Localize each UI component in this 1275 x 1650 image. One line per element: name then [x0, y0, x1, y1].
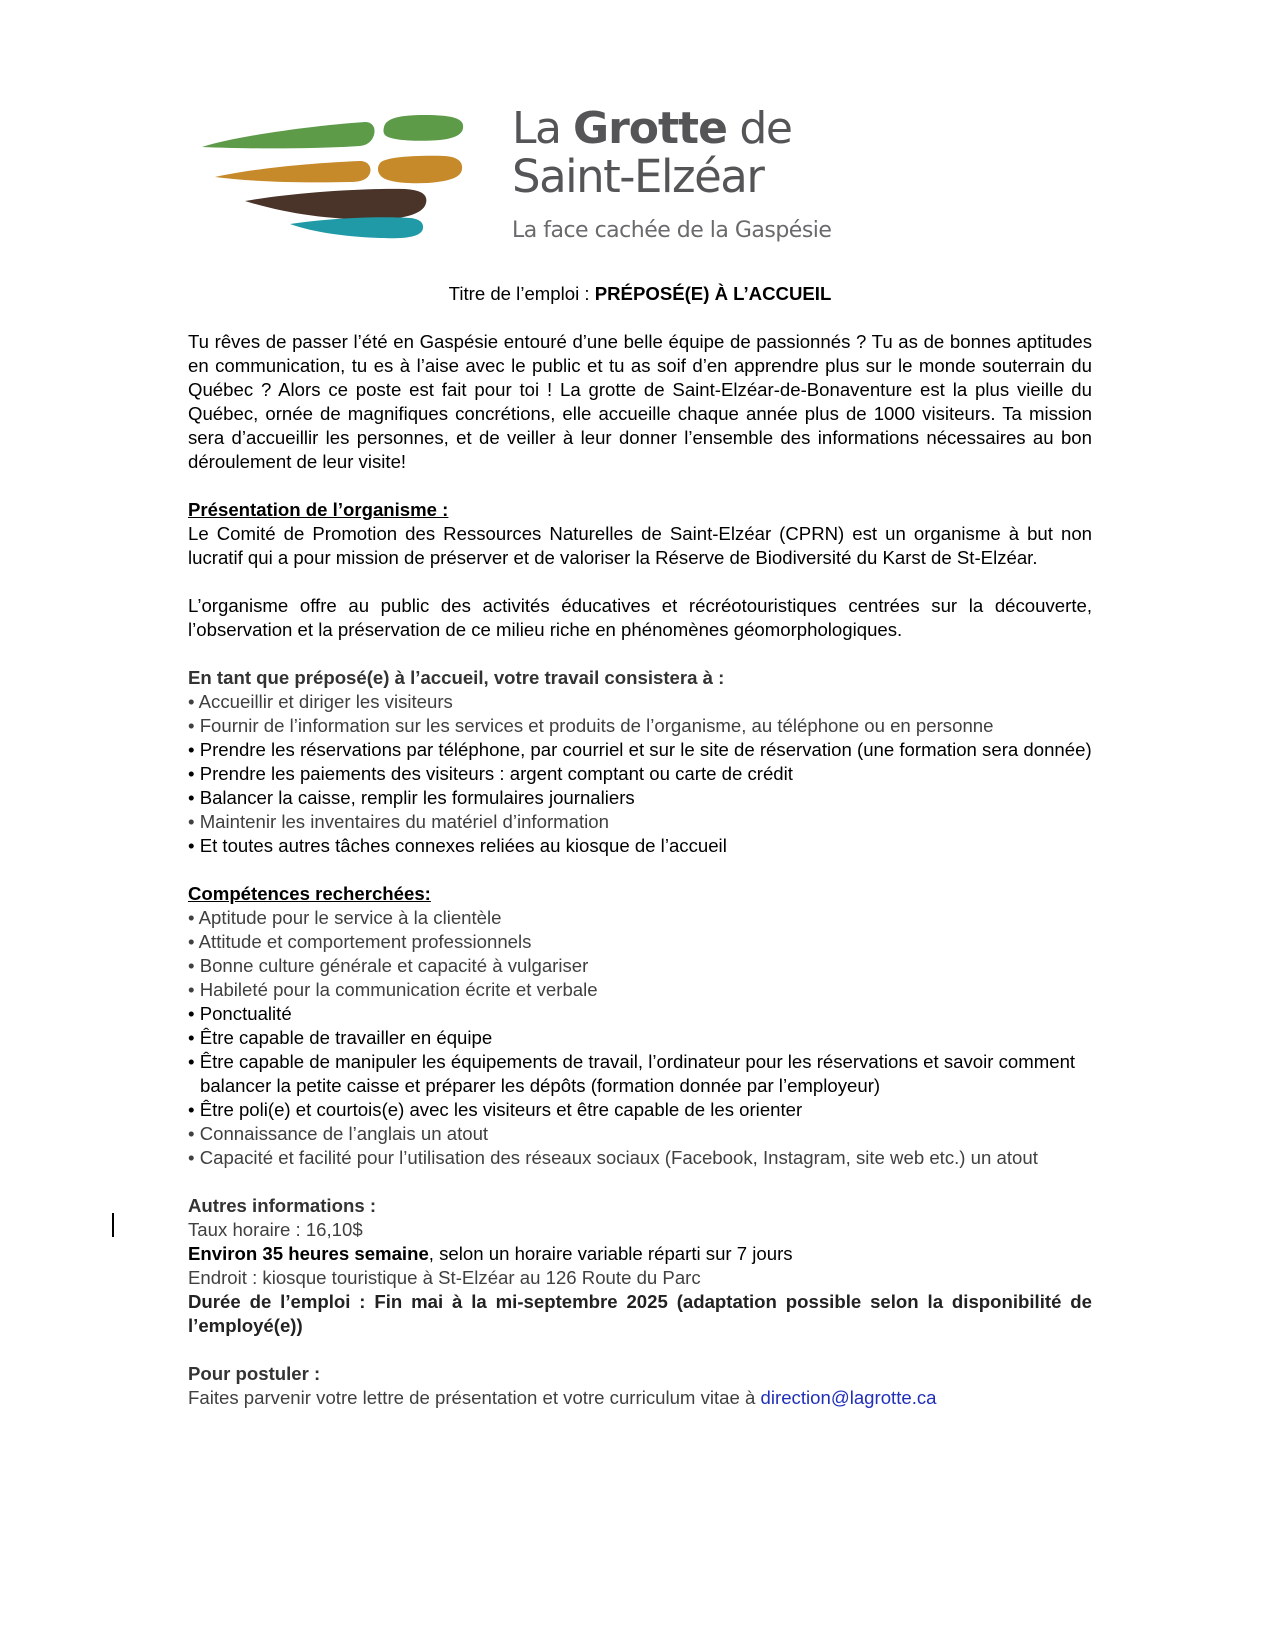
taches-heading: En tant que préposé(e) à l’accueil, votre travail consistera à : — [188, 667, 725, 688]
postuler-heading: Pour postuler : — [188, 1363, 321, 1384]
list-item: • Prendre les paiements des visiteurs : argent comptant ou carte de crédit — [188, 762, 1092, 786]
job-posting — [188, 282, 1092, 1410]
intro-paragraph: Tu rêves de passer l’été en Gaspésie entouré d’une belle équipe de passionnés ? Tu as de bonnes aptitudes en communication, tu es à l’aise avec le public et tu as soif d’en apprendre plus sur le monde souterrain du Québec ? Alors ce poste est fait pour toi ! La grotte de Saint-Elzéar-de-Bonaventure est la plus vieille du Québec, ornée de magnifiques concrétions, elle accueille chaque année plus de 1000 visiteurs. Ta mission sera d’accueillir les personnes, et de veiller à leur donner l’ensemble des informations nécessaires au bon déroulement de leur visite! — [188, 331, 1092, 472]
list-item: • Maintenir les inventaires du matériel d’information — [188, 810, 1092, 834]
list-item: • Et toutes autres tâches connexes reliées au kiosque de l’accueil — [188, 834, 1092, 858]
list-item: • Accueillir et diriger les visiteurs — [188, 690, 1092, 714]
list-item: • Fournir de l’information sur les services et produits de l’organisme, au téléphone ou en personne — [188, 714, 1092, 738]
logo-title-line1: La Grotte de — [512, 103, 792, 154]
list-item: • Bonne culture générale et capacité à vulgariser — [188, 954, 1092, 978]
logo-strokes-icon — [200, 105, 465, 255]
list-item: • Habileté pour la communication écrite et verbale — [188, 978, 1092, 1002]
list-item: • Capacité et facilité pour l’utilisation des réseaux sociaux (Facebook, Instagram, site web etc.) un atout — [188, 1146, 1092, 1170]
list-item: • Être poli(e) et courtois(e) avec les visiteurs et être capable de les orienter — [188, 1098, 1092, 1122]
logo-tagline: La face cachée de la Gaspésie — [512, 218, 832, 243]
heures-semaine: Environ 35 heures semaine, selon un horaire variable réparti sur 7 jours — [188, 1243, 793, 1264]
competences-heading: Compétences recherchées: — [188, 883, 431, 904]
logo-wordmark — [512, 105, 832, 243]
organisme-paragraph-1: Le Comité de Promotion des Ressources Naturelles de Saint-Elzéar (CPRN) est un organisme à but non lucratif qui a pour mission de préserver et de valoriser la Réserve de Biodiversité du Karst de St-Elzéar. — [188, 523, 1092, 568]
taux-horaire: Taux horaire : 16,10$ — [188, 1219, 363, 1240]
organisme-paragraph-2: L’organisme offre au public des activités éducatives et récréotouristiques centrées sur la découverte, l’observation et la préservation de ce milieu riche en phénomènes géomorphologiques. — [188, 595, 1092, 640]
list-item: • Balancer la caisse, remplir les formulaires journaliers — [188, 786, 1092, 810]
list-item: • Connaissance de l’anglais un atout — [188, 1122, 1092, 1146]
logo — [200, 103, 832, 255]
list-item: • Être capable de manipuler les équipements de travail, l’ordinateur pour les réservations et savoir comment balancer la petite caisse et préparer les dépôts (formation donnée par l’employeur) — [188, 1050, 1092, 1098]
taches-list — [188, 690, 1092, 858]
job-title: Titre de l’emploi : PRÉPOSÉ(E) À L’ACCUEIL — [448, 283, 832, 304]
duree-emploi: Durée de l’emploi : Fin mai à la mi-septembre 2025 (adaptation possible selon la disponibilité de l’employé(e)) — [188, 1291, 1092, 1336]
organisme-heading: Présentation de l’organisme : — [188, 499, 449, 520]
postuler-text: Faites parvenir votre lettre de présentation et votre curriculum vitae à direction@lagrotte.ca — [188, 1387, 937, 1408]
list-item: • Aptitude pour le service à la clientèle — [188, 906, 1092, 930]
list-item: • Prendre les réservations par téléphone, par courriel et sur le site de réservation (une formation sera donnée) — [188, 738, 1092, 762]
competences-list — [188, 906, 1092, 1170]
endroit: Endroit : kiosque touristique à St-Elzéar au 126 Route du Parc — [188, 1267, 701, 1288]
text-cursor — [112, 1213, 114, 1237]
autres-heading: Autres informations : — [188, 1195, 377, 1216]
list-item: • Être capable de travailler en équipe — [188, 1026, 1092, 1050]
logo-title-line2: Saint-Elzéar — [512, 150, 764, 203]
email-link[interactable]: direction@lagrotte.ca — [760, 1387, 937, 1408]
list-item: • Ponctualité — [188, 1002, 1092, 1026]
list-item: • Attitude et comportement professionnels — [188, 930, 1092, 954]
